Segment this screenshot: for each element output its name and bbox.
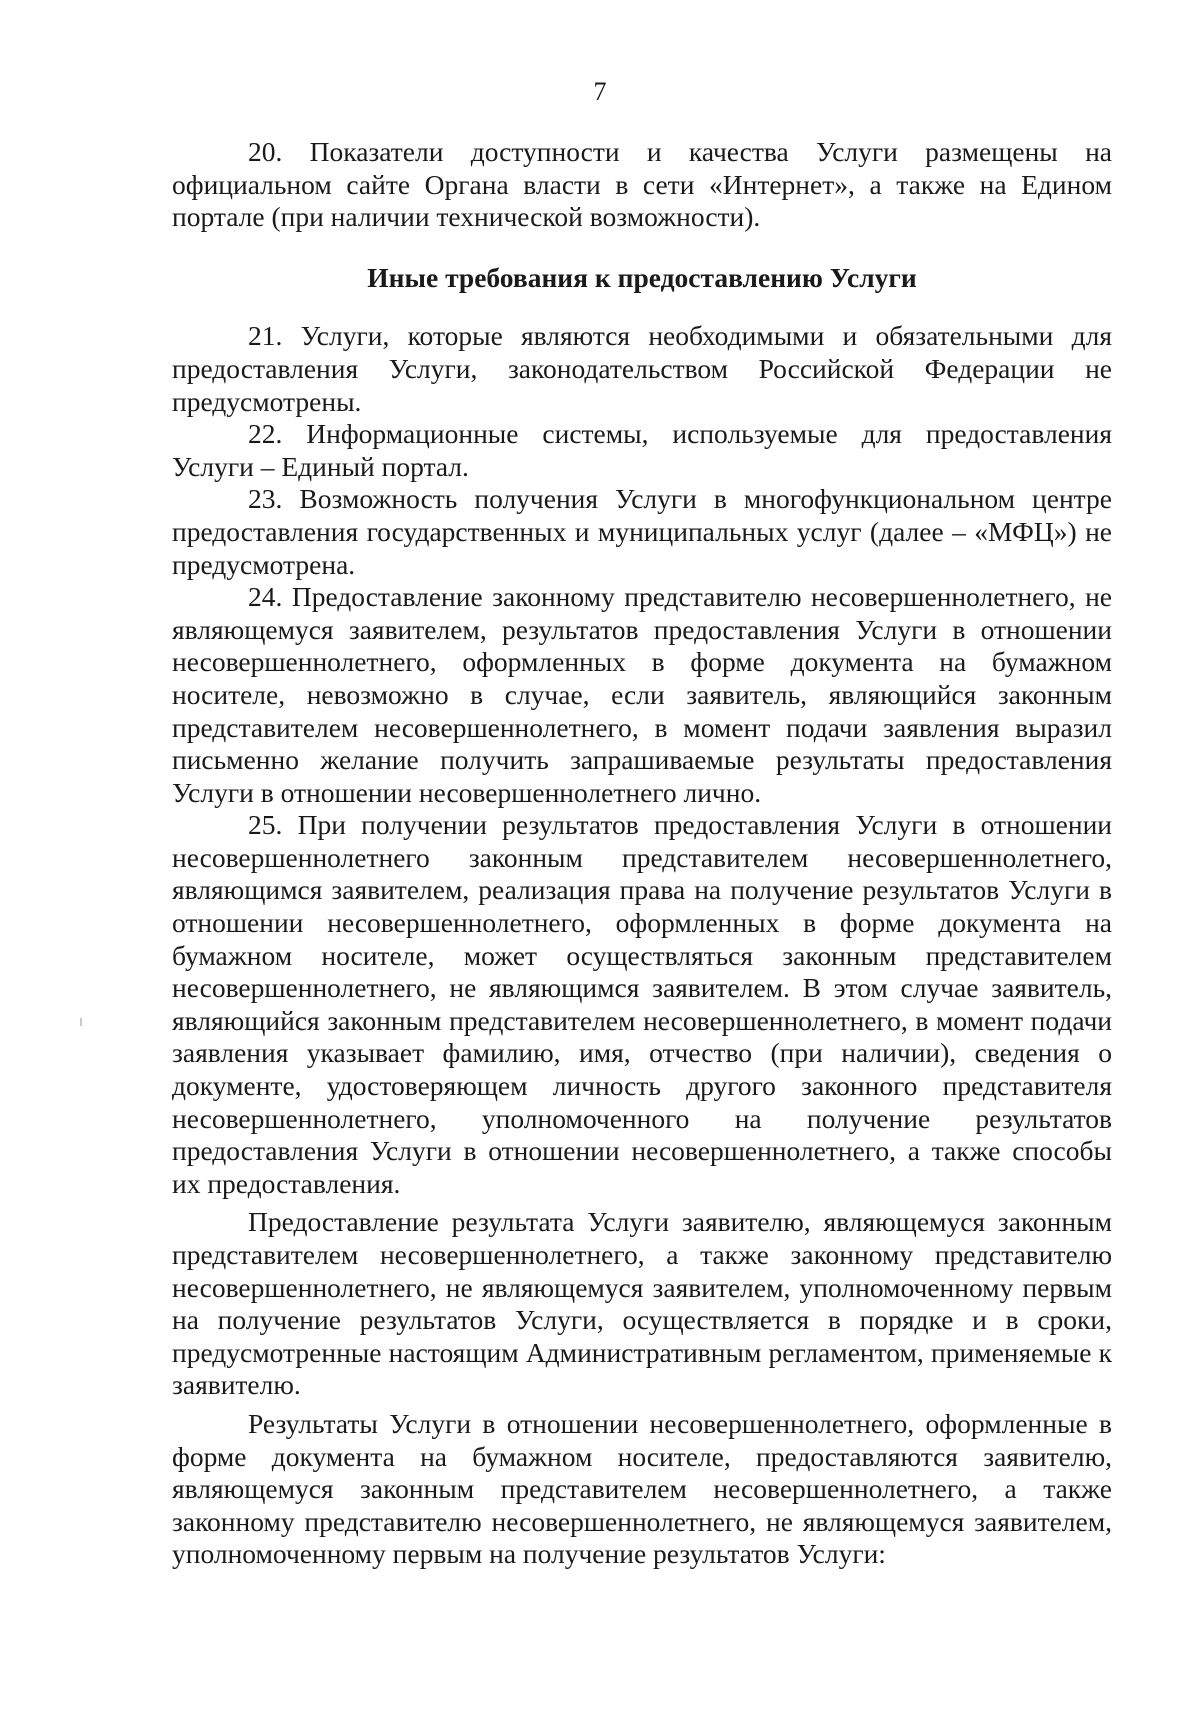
paragraph-20: 20. Показатели доступности и качества Услуги размещены на официальном сайте Органа власти в сети «Интернет», а также на Едином портале (при наличии технической возможности). <box>172 136 1112 233</box>
paragraph-25: 25. При получении результатов предоставления Услуги в отношении несовершеннолетнего законным представителем несовершеннолетнего, являющимся заявителем, реализация права на получение результатов Услуги в отношении несовершеннолетнего, оформленных в форме документа на бумажном носителе, может осуществляться законным представителем несовершеннолетнего, не являющимся заявителем. В этом случае заявитель, являющийся законным представителем несовершеннолетнего, в момент подачи заявления указывает фамилию, имя, отчество (при наличии), сведения о документе, удостоверяющем личность другого законного представителя несовершеннолетнего, уполномоченного на получение результатов предоставления Услуги в отношении несовершеннолетнего, а также способы их предоставления. <box>172 809 1112 1199</box>
page-number: 7 <box>593 77 607 106</box>
paragraph-24: 24. Предоставление законному представителю несовершеннолетнего, не являющемуся заявителем, результатов предоставления Услуги в отношении несовершеннолетнего, оформленных в форме документа на бумажном носителе, невозможно в случае, если заявитель, являющийся законным представителем несовершеннолетнего, в момент подачи заявления выразил письменно желание получить запрашиваемые результаты предоставления Услуги в отношении несовершеннолетнего лично. <box>172 581 1112 808</box>
paragraph-25-results: Результаты Услуги в отношении несовершеннолетнего, оформленные в форме документа на бумажном носителе, предоставляются заявителю, являющемуся законным представителем несовершеннолетнего, а также законному представителю несовершеннолетнего, не являющемуся заявителем, уполномоченному первым на получение результатов Услуги: <box>172 1407 1112 1570</box>
document-body <box>172 136 1112 1571</box>
paragraph-25-continued: Предоставление результата Услуги заявителю, являющемуся законным представителем несовершеннолетнего, а также законному представителю несовершеннолетнего, не являющемуся заявителем, уполномоченному первым на получение результатов Услуги, осуществляется в порядке и в сроки, предусмотренные настоящим Административным регламентом, применяемые к заявителю. <box>172 1206 1112 1401</box>
scan-margin-mark <box>80 1018 82 1026</box>
paragraph-21: 21. Услуги, которые являются необходимыми и обязательными для предоставления Услуги, законодательством Российской Федерации не предусмотрены. <box>172 320 1112 417</box>
section-heading: Иные требования к предоставлению Услуги <box>367 261 917 293</box>
paragraph-23: 23. Возможность получения Услуги в многофункциональном центре предоставления государственных и муниципальных услуг (далее – «МФЦ») не предусмотрена. <box>172 483 1112 580</box>
paragraph-22: 22. Информационные системы, используемые для предоставления Услуги – Единый портал. <box>172 418 1112 482</box>
